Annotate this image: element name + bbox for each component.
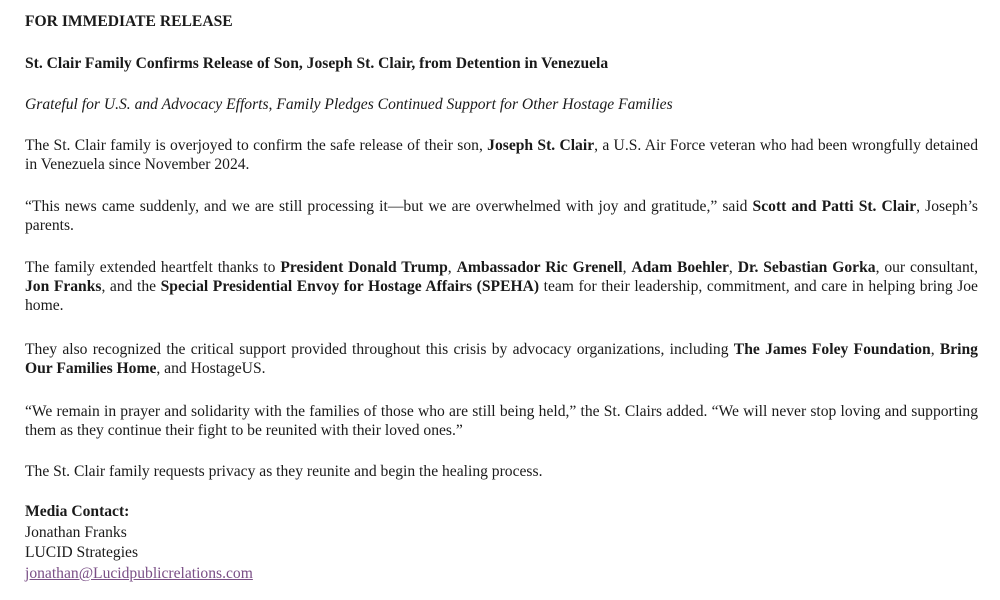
p3-text-2: , xyxy=(447,259,457,276)
p3-name-trump: President Donald Trump xyxy=(280,259,448,276)
p1-text-1: The St. Clair family is overjoyed to confirm the safe release of their son, xyxy=(25,137,488,154)
p3-text-1: The family extended heartfelt thanks to xyxy=(25,259,281,276)
p3-name-grenell: Ambassador Ric Grenell xyxy=(456,259,623,276)
p2-text-2: , Joseph’s parents. xyxy=(25,198,978,234)
release-label: FOR IMMEDIATE RELEASE xyxy=(25,13,233,30)
paragraph-thanks xyxy=(25,258,978,315)
p2-name-parents: Scott and Patti St. Clair xyxy=(752,198,917,215)
p5-text-1: “We remain in prayer and solidarity with the families of those who are still being held,” the St. Clairs added. “We will never stop loving and supporting them as they continue their fight to be reunited with their loved ones.” xyxy=(25,403,978,439)
paragraph-privacy: The St. Clair family requests privacy as they reunite and begin the healing process. xyxy=(25,463,543,480)
paragraph-release xyxy=(25,136,978,174)
p4-org-bofh: Bring Our Families Home xyxy=(25,341,978,377)
p2-text-1: “This news came suddenly, and we are still processing it—but we are overwhelmed with joy and gratitude,” said xyxy=(25,198,753,215)
p4-text-1: They also recognized the critical support provided throughout this crisis by advocacy organizations, including xyxy=(25,341,734,358)
p3-text-6: , and the xyxy=(101,278,161,295)
p3-name-franks: Jon Franks xyxy=(25,278,102,295)
p3-text-4: , xyxy=(728,259,738,276)
p3-name-speha: Special Presidential Envoy for Hostage Affairs (SPEHA) xyxy=(160,278,540,295)
contact-name: Jonathan Franks xyxy=(25,524,127,541)
p3-text-7: team for their leadership, commitment, and care in helping bring Joe home. xyxy=(25,278,978,314)
subheadline: Grateful for U.S. and Advocacy Efforts, Family Pledges Continued Support for Other Hostage Families xyxy=(25,96,673,113)
paragraph-solidarity xyxy=(25,402,978,440)
p3-text-3: , xyxy=(622,259,632,276)
p1-text-2: , a U.S. Air Force veteran who had been wrongfully detained in Venezuela since November 2024. xyxy=(25,137,978,173)
p3-text-5: , our consultant, xyxy=(875,259,979,276)
contact-company: LUCID Strategies xyxy=(25,544,139,561)
contact-heading: Media Contact: xyxy=(25,503,130,520)
paragraph-parents-quote xyxy=(25,197,978,235)
p3-name-boehler: Adam Boehler xyxy=(631,259,729,276)
p4-org-foley: The James Foley Foundation xyxy=(733,341,931,358)
p1-name-joseph: Joseph St. Clair xyxy=(487,137,595,154)
p4-text-2: , xyxy=(930,341,940,358)
p4-text-3: , and HostageUS. xyxy=(156,360,266,377)
paragraph-advocacy xyxy=(25,340,978,378)
headline: St. Clair Family Confirms Release of Son, Joseph St. Clair, from Detention in Venezuela xyxy=(25,55,609,72)
contact-email-link[interactable]: jonathan@Lucidpublicrelations.com xyxy=(25,565,253,582)
p3-name-gorka: Dr. Sebastian Gorka xyxy=(737,259,876,276)
